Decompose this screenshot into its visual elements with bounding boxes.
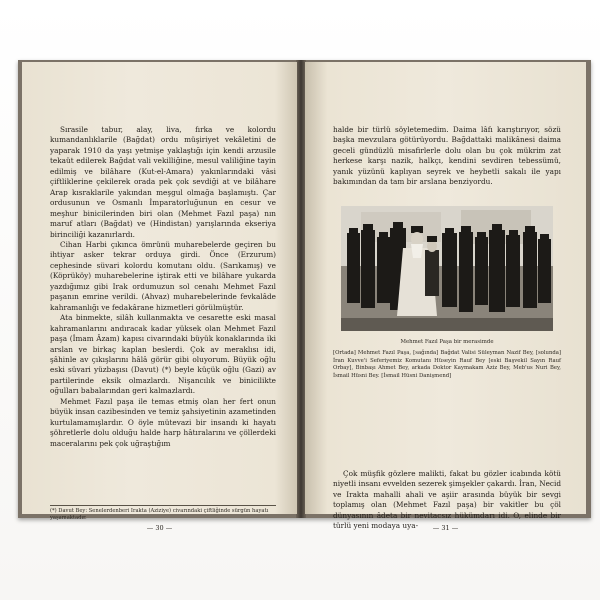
paragraph: Sırasile tabur, alay, liva, fırka ve kolordu kumandanlıklarile (Bağdat) ordu müşiriyet vekâletini de yaparak 1910 da yaşı yetmişe yaklaştığı için kendi arzusile tekaüt edilerek Bağdat vali vekilliğine, mesul valiliğine tayin edilmiş ve bilâhare (Kut-el-Amara) yakınlarındaki vâsi çiftliklerine çekilerek orada pek çok sevdiği at ve bilâhare Arap kısraklarile yakından meşgul olmağa başlamıştı. Çar ordusunun ve Osmanlı İmparatorluğunun en cesur ve meşhur binicilerinden biri olan (Mehmet Fazıl paşa) nın maruf atları (Bağdat) ve (Hindistan) yarışlarında ekseriya birinciliği kazanırlardı. bbox=[50, 125, 276, 239]
right-page-top-text bbox=[333, 125, 561, 188]
photo-title: Mehmet Fazıl Paşa bir merasimde bbox=[400, 339, 494, 345]
paragraph: Cihan Harbi çıkınca ömrünü muharebelerde geçiren bu ihtiyar asker tekrar orduya girdi. Önce (Erzurum) cephesinde süvari kolordu komutanı oldu. (Sarıkamış) ve (Köprüköy) muharebelerine iştirak etti ve bilâhare yukarda yazdığımız gibi Irak ordumuzun sol cenahı Mehmet Fazıl paşanın emrine verildi. (Ahvaz) muharebelerinde fevkalâde kahramanlığı ve fedakârane hizmetleri görülmüştür. bbox=[50, 239, 276, 312]
paragraph: Mehmet Fazıl paşa ile temas etmiş olan her fert onun büyük insan cazibesinden ve temiz şahsiyetinin azametinden kurtulamamışlardır. O öyle mütevazi bir insandı ki hayatı şöhretlerle dolu olduğu halde harp hâtıralarını ve çöllerdeki maceralarını pek çok uğraştığım bbox=[50, 396, 276, 448]
left-page-body bbox=[50, 125, 276, 449]
paragraph: Ata binmekte, silâh kullanmakta ve cesarette eski masal kahramanlarını andıracak kadar yüksek olan Mehmet Fazıl paşa (İmam Âzam) kapısı civarındaki büyük konaklarında iki arslan ve birkaç kaplan beslerdi. Çok av meraklısı idi, şâhinle av çıkışlarını hâlâ görür gibi oluyorum. Büyük oğlu eski süvari yüzbaşısı (Davut) (*) beyle küçük oğlu (Gazi) av partilerinde eksik olmazlardı. Nişancılık ve binicilikte oğulları babalarından geri kalmazlardı. bbox=[50, 313, 276, 396]
group-photo-illustration bbox=[341, 206, 553, 331]
left-page bbox=[22, 62, 297, 532]
right-page-bottom-text bbox=[333, 469, 561, 532]
historical-photo bbox=[341, 206, 553, 331]
paragraph: halde bir türlü söyletemedim. Daima lâfı karıştırıyor, sözü başka mevzulara götürüyordu. Bağdattaki malikânesi daima geceli gündüzlü misafirlerle dolu olan bu çok mükrim zat herkese karşı nazik, halkçı, kendini sevdiren tebessümü, yanık yüzünü kaplıyan seyrek ve heybetli sakalı ile yapı bakımından da tam bir arslana benziyordu. bbox=[333, 125, 561, 187]
page-number: — 30 — bbox=[146, 524, 173, 532]
paragraph: Çok müşfik gözlere malikti, fakat bu gözler icabında kötü niyetli insanı evvelden sezerek şimşekler çakardı. İran, Necid ve Irakta mahalli ahali ve aşiir arasında büyük bir sevgi toplamış olan (Mehmet Fazıl paşa) bir vakitler bu çöl dünyasının âdeta bir nevitacsız hükümdarı idi. O, elinde bir türlü yeni modaya uya- bbox=[333, 469, 562, 531]
right-page bbox=[305, 62, 586, 532]
footnote: (*) Davut Bey: Senelerdenberi Irakta (Aziziye) civarındaki çiftliğinde sürgün hayatı yaşamaktadır. bbox=[50, 505, 276, 522]
photo-caption: [Ortada] Mehmet Fazıl Paşa, [sağında] Bağdat Valisi Süleyman Nazif Bey, [solunda] İran Kuvve'i Seferiyemiz Komutanı Hüseyin Rauf Bey [eski Başvekil Sayın Rauf Orbay], Binbaşı Ahmet Bey, arkada Doktor Kaymakam Aziz Bey, Meb'us Nuri Bey, İsmail Hüsni Bey. [İsmail Hüsni Danişmend] bbox=[333, 350, 561, 379]
page-number: — 31 — bbox=[432, 524, 459, 532]
